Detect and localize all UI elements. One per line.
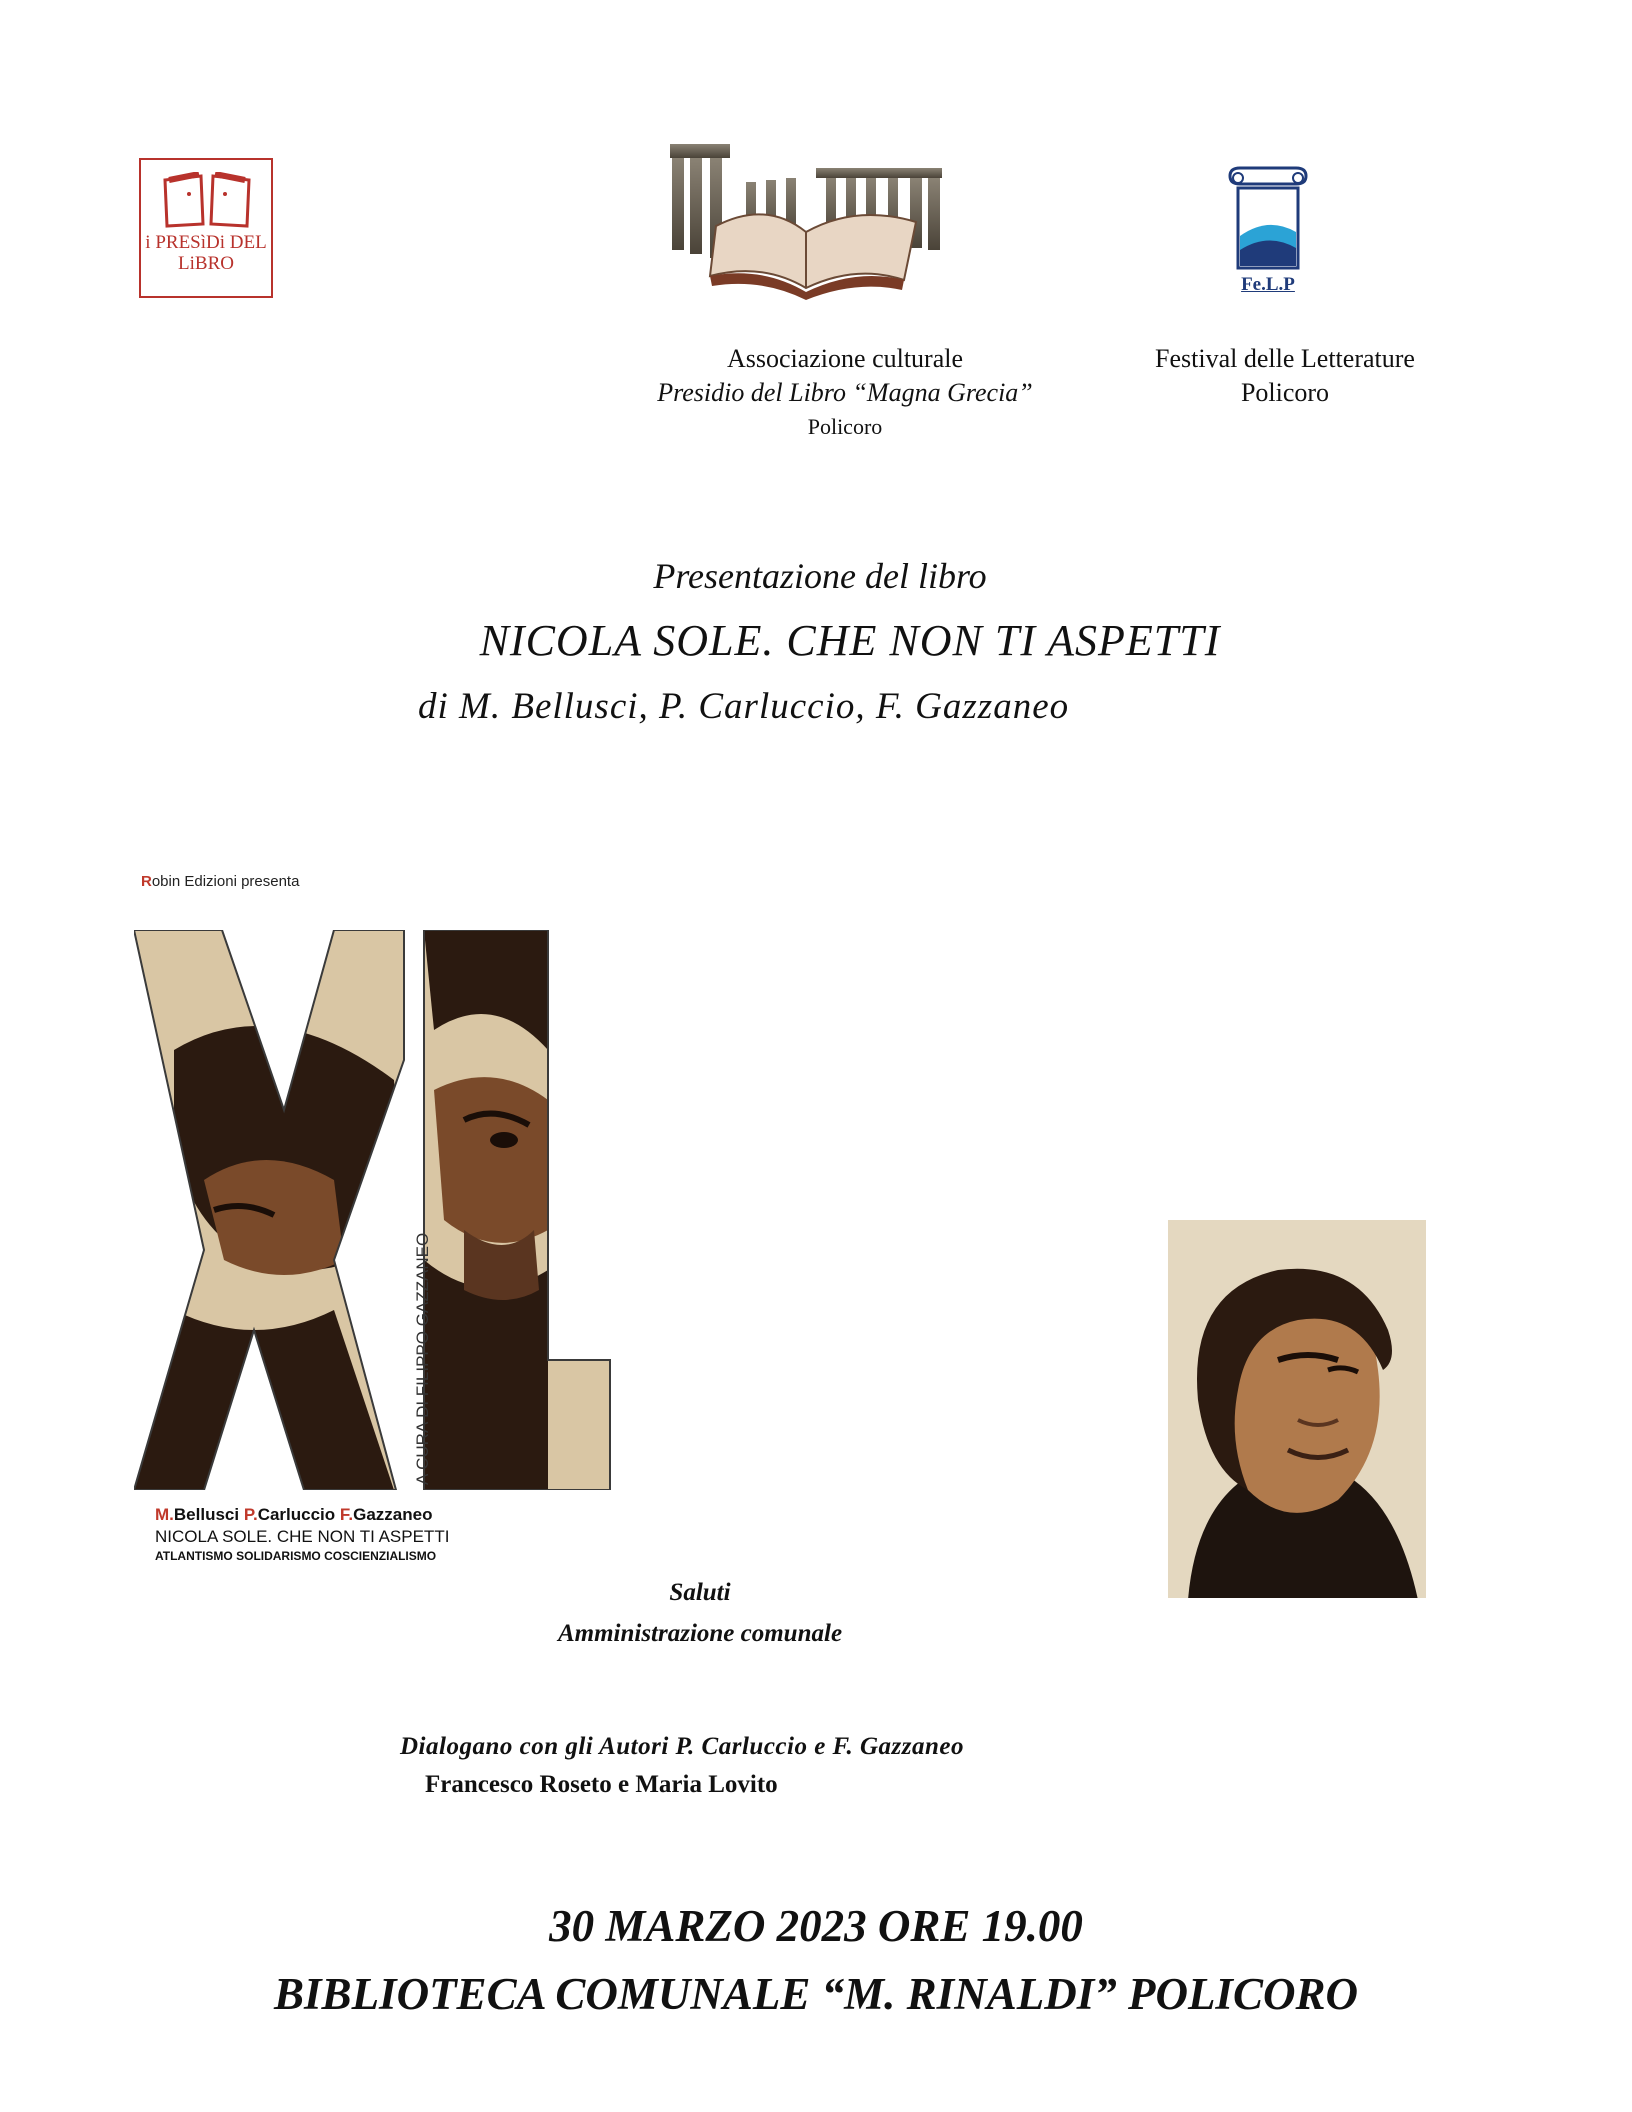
publisher-line xyxy=(141,873,299,890)
cover-subtitle: ATLANTISMO SOLIDARISMO COSCIENZIALISMO xyxy=(155,1549,437,1563)
dialogue-participants: Francesco Roseto e Maria Lovito xyxy=(425,1771,778,1798)
cover-author-initial-p: P. xyxy=(243,1505,258,1524)
association-block xyxy=(560,342,1130,444)
cover-author-initial-f: F. xyxy=(339,1505,354,1524)
cover-author-gazzaneo: Gazzaneo xyxy=(353,1505,433,1524)
greetings-label: Saluti xyxy=(669,1579,731,1606)
ionic-column-icon xyxy=(1228,166,1308,272)
presentation-intro: Presentazione del libro xyxy=(653,556,987,596)
association-presidio: Presidio del Libro “Magna Grecia” xyxy=(657,378,1033,407)
greetings-block xyxy=(520,1572,880,1654)
cover-title: NICOLA SOLE. CHE NON TI ASPETTI xyxy=(155,1527,450,1546)
xl-cover-illustration xyxy=(134,930,624,1490)
event-venue: BIBLIOTECA COMUNALE “M. RINALDI” POLICORO xyxy=(274,1969,1358,2019)
temple-book-icon xyxy=(666,140,950,300)
nicola-sole-portrait xyxy=(1168,1220,1426,1598)
magna-grecia-temple-logo xyxy=(666,140,950,300)
festival-name: Festival delle Letterature xyxy=(1155,344,1415,373)
greetings-who: Amministrazione comunale xyxy=(557,1620,843,1647)
dialogue-line: Dialogano con gli Autori P. Carluccio e F. Gazzaneo xyxy=(400,1733,965,1760)
book-authors: di M. Bellusci, P. Carluccio, F. Gazzaneo xyxy=(418,686,1070,727)
festival-city: Policoro xyxy=(1240,378,1330,407)
cover-author-bellusci: Bellusci xyxy=(173,1505,244,1524)
event-date: 30 MARZO 2023 ORE 19.00 xyxy=(549,1901,1083,1951)
association-name: Associazione culturale xyxy=(726,344,964,373)
cover-authors xyxy=(155,1505,432,1525)
portrait-illustration xyxy=(1168,1220,1426,1598)
publisher-initial: R xyxy=(141,873,152,890)
presidi-logo-text: i PRESìDi DEL LiBRO xyxy=(145,232,267,274)
two-heads-icon xyxy=(159,172,255,230)
festival-block xyxy=(1120,342,1450,410)
felp-logo xyxy=(1228,166,1308,296)
publisher-name: obin Edizioni presenta xyxy=(151,873,300,890)
cover-author-initial-m: M. xyxy=(155,1505,174,1524)
book-title: NICOLA SOLE. CHE NON TI ASPETTI xyxy=(479,616,1221,665)
presidi-del-libro-logo xyxy=(139,158,273,298)
cover-author-carluccio: Carluccio xyxy=(257,1505,340,1524)
association-city: Policoro xyxy=(807,414,883,439)
book-cover-art xyxy=(134,930,624,1490)
cover-curator: A CURA DI FILIPPO GAZZANEO xyxy=(413,1232,432,1485)
felp-logo-text: Fe.L.P xyxy=(1241,274,1295,295)
